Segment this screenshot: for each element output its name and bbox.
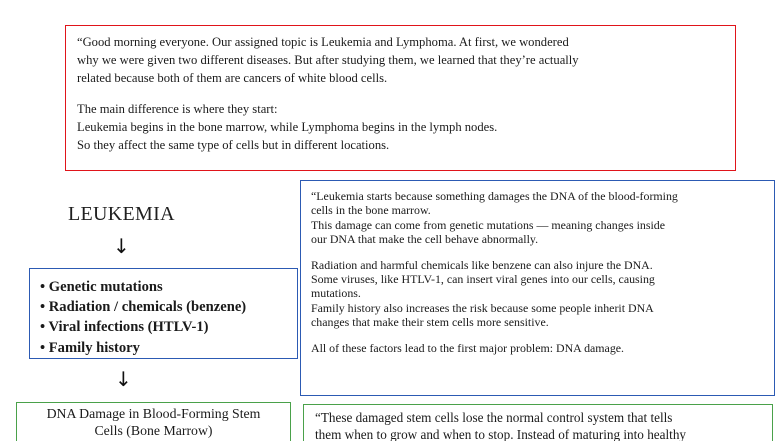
intro-line-4: The main difference is where they start: <box>77 101 278 116</box>
dna-damage-line-1: DNA Damage in Blood-Forming Stem <box>46 406 261 421</box>
leukemia-heading: LEUKEMIA <box>68 203 175 225</box>
intro-line-2: why we were given two different diseases. But after studying them, we learned that they’re actually <box>77 53 579 68</box>
intro-line-1: “Good morning everyone. Our assigned topic is Leukemia and Lymphoma. At first, we wondered <box>77 35 569 49</box>
cause-item-viral: • Viral infections (HTLV-1) <box>40 319 209 336</box>
causes-list <box>40 277 297 358</box>
explanation-line-6: Some viruses, like HTLV-1, can insert viral genes into our cells, causing <box>311 272 655 287</box>
explanation-line-3: This damage can come from genetic mutations — meaning changes inside <box>311 217 665 232</box>
explanation-line-2: cells in the bone marrow. <box>311 203 431 218</box>
explanation-line-9: changes that make their stem cells more sensitive. <box>311 315 549 330</box>
dna-damage-box <box>16 402 291 441</box>
intro-text-box <box>65 25 736 171</box>
explanation-line-10: All of these factors lead to the first major problem: DNA damage. <box>311 340 625 355</box>
stem-cells-line-2: them when to grow and when to stop. Instead of maturing into healthy <box>315 426 687 441</box>
explanation-line-8: Family history also increases the risk because some people inherit DNA <box>311 300 654 315</box>
stem-cells-line-1: “These damaged stem cells lose the normal control system that tells <box>315 410 673 425</box>
down-arrow-icon: ↓ <box>115 367 132 391</box>
dna-damage-line-2: Cells (Bone Marrow) <box>94 423 213 438</box>
explanation-line-1: “Leukemia starts because something damages the DNA of the blood-forming <box>311 189 678 203</box>
intro-line-5: Leukemia begins in the bone marrow, while Lymphoma begins in the lymph nodes. <box>77 119 498 134</box>
explanation-line-7: mutations. <box>311 286 361 301</box>
stem-cells-box <box>303 404 773 441</box>
down-arrow-icon: ↓ <box>113 234 130 258</box>
causes-box <box>29 268 298 359</box>
cause-item-family: • Family history <box>40 339 140 356</box>
leukemia-explanation-box <box>300 180 775 396</box>
cause-item-radiation: • Radiation / chemicals (benzene) <box>40 299 247 316</box>
intro-line-3: related because both of them are cancers of white blood cells. <box>77 71 388 86</box>
intro-line-6: So they affect the same type of cells but in different locations. <box>77 138 390 153</box>
explanation-line-4: our DNA that make the cell behave abnormally. <box>311 232 539 247</box>
cause-item-genetic: • Genetic mutations <box>40 279 163 295</box>
explanation-line-5: Radiation and harmful chemicals like benzene can also injure the DNA. <box>311 257 653 272</box>
